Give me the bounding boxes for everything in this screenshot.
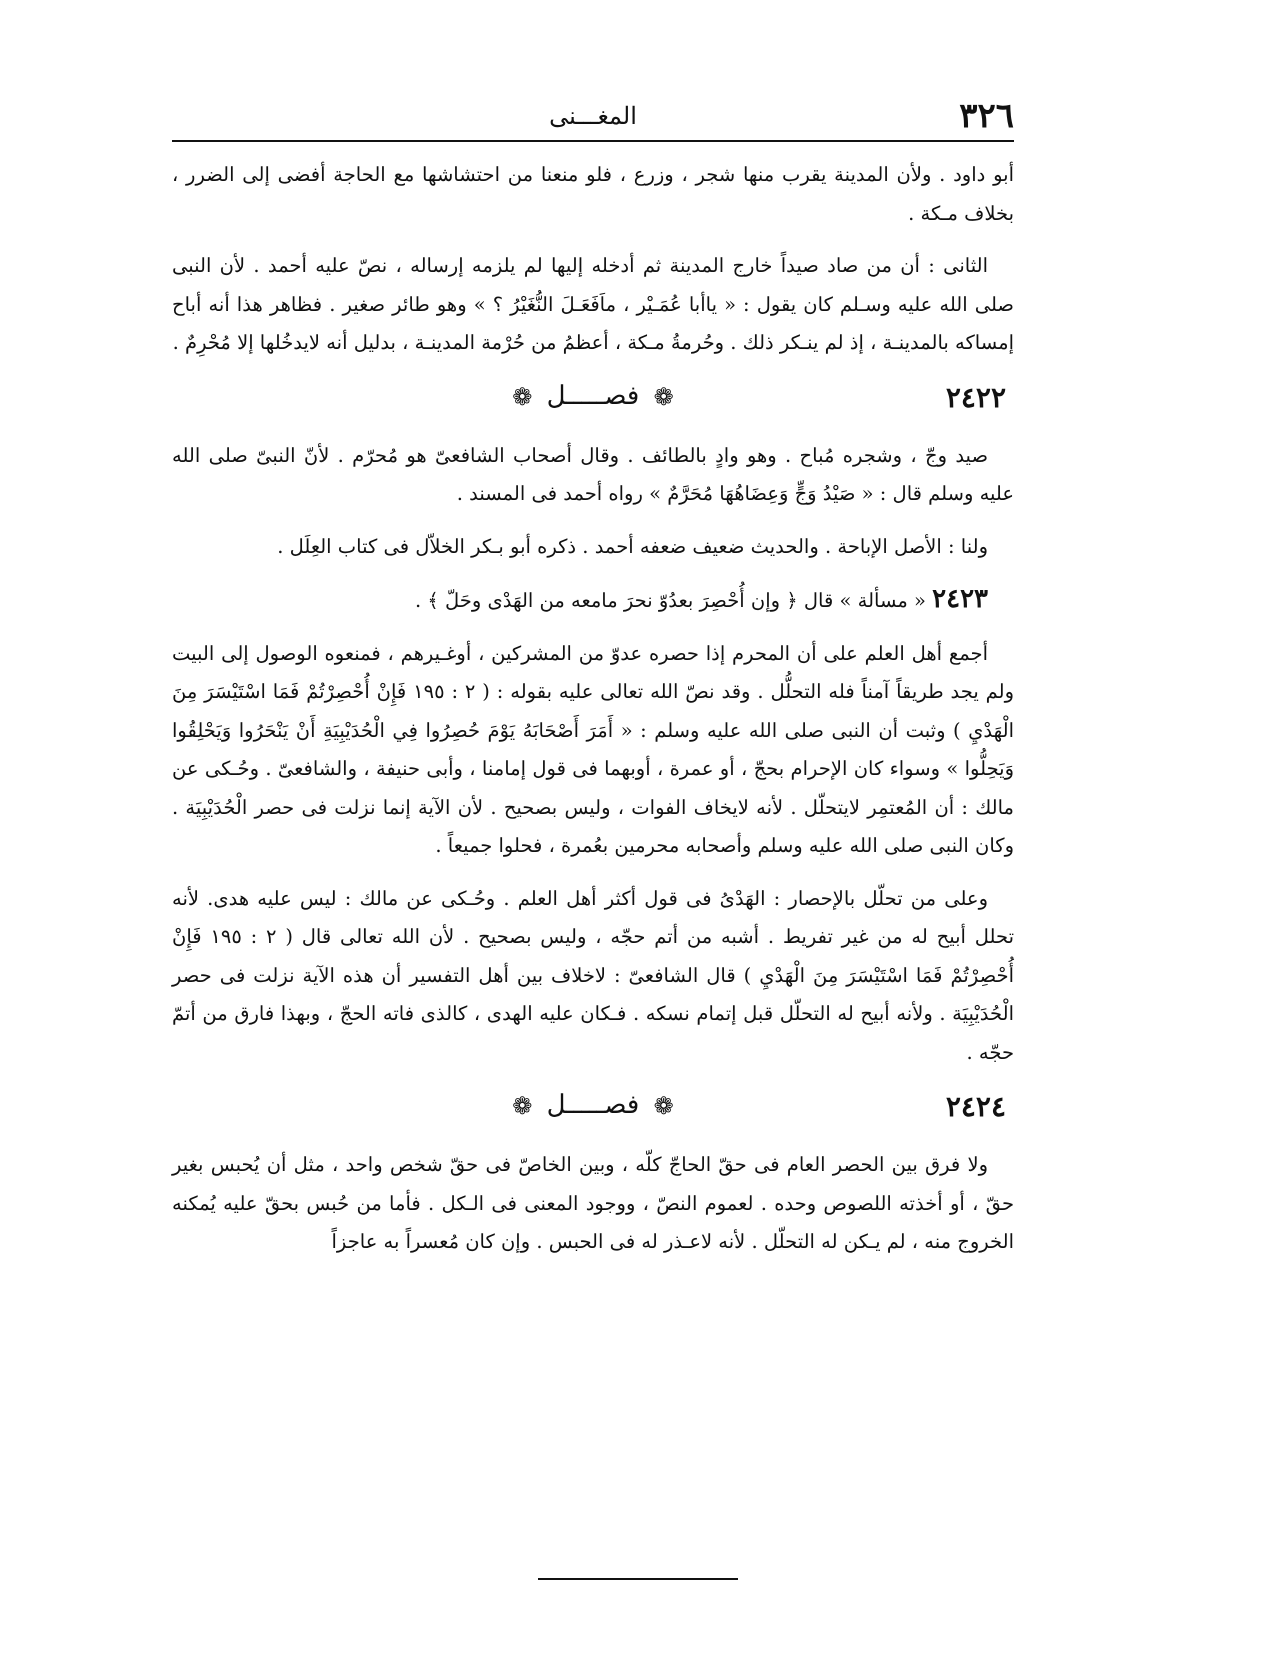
ornament-icon: ❁ [653, 382, 674, 411]
section-title [172, 381, 1014, 411]
section-title [172, 1090, 1014, 1120]
ornament-icon: ❁ [653, 1092, 674, 1120]
section-number: ٢٤٢٢ [945, 380, 1006, 414]
masala-heading [172, 580, 1014, 621]
section-number: ٢٤٢٤ [945, 1090, 1006, 1123]
section-title-text: فصـــــل [546, 380, 640, 411]
paragraph: الثانى : أن من صاد صيداً خارج المدينة ثم أدخله إليها لم يلزمه إرساله ، نصّ عليه أحمد . لأن النبى صلى الله عليه وسـلم كان يقول : « ياأبا عُمَـيْر ، ماَفَعَـلَ النُّغَيْرُ ؟ » وهو طائر صغير . فظاهر هذا أنه أباح إمساكه بالمدينـة ، إذ لم ينـكر ذلك . وحُرمةُ مـكة ، أعظمُ من حُرْمة المدينـة ، بدليل أنه لايدخُلها إلا مُحْرِمٌ . [172, 254, 1014, 354]
masala-text: « مسألة » قال ﴿ وإن أُحْصِرَ بعدُوّ نحرَ مامعه من الهَدْى وحَلّ ﴾ . [415, 589, 926, 612]
body-text [172, 156, 1014, 1262]
paragraph: أجمع أهل العلم على أن المحرم إذا حصره عدوّ من المشركين ، أوغـيرهم ، فمنعوه الوصول إلى البيت ولم يجد طريقاً آمناً فله التحلُّل . وقد نصّ الله تعالى عليه بقوله : ( ٢ : ١٩٥ فَإِنْ أُحْصِرْتُمْ فَمَا اسْتَيْسَرَ مِنَ الْهَدْيِ ) وثبت أن النبى صلى الله عليه وسلم : « أَمَرَ أَصْحَابَهُ يَوْمَ حُصِرُوا فِي الْحُدَيْبِيَةِ أَنْ يَنْحَرُوا وَيَحْلِقُوا وَيَحِلُّوا » وسواء كان الإحرام بحجّ ، أو عمرة ، أوبهما فى قول إمامنا ، وأبى حنيفة ، والشافعىّ . وحُـكى عن مالك : أن المُعتمِر لايتحلّل . لأنه لايخاف الفوات ، وليس بصحيح . لأن الآية إنما نزلت فى حصر الْحُدَيْبِيَة . وكان النبى صلى الله عليه وسلم وأصحابه محرمين بعُمرة ، فحلوا جميعاً . [172, 641, 1015, 857]
paragraph: وعلى من تحلّل بالإحصار : الهَدْىُ فى قول أكثر أهل العلم . وحُـكى عن مالك : ليس عليه هدى. لأنه تحلل أبيح له من غير تفريط . أشبه من أتم حجّه ، وليس بصحيح . لأن الله تعالى قال ( ٢ : ١٩٥ فَإِنْ أُحْصِرْتُمْ فَمَا اسْتَيْسَرَ مِنَ الْهَدْيِ ) قال الشافعىّ : لاخلاف بين أهل التفسير أن هذه الآية نزلت فى حصر الْحُدَيْبِيَة . ولأنه أبيح له التحلّل قبل إتمام نسكه . فـكان عليه الهدى ، كالذى فاته الحجّ ، وبهذا فارق من أتمّ حجّه . [172, 886, 1014, 1064]
document-page [172, 92, 1014, 1276]
masala-number: ٢٤٢٣ [932, 584, 988, 614]
paragraph: ولا فرق بين الحصر العام فى حقّ الحاجّ كلّه ، وبين الخاصّ فى حقّ شخص واحد ، مثل أن يُحبس بغير حقّ ، أو أخذته اللصوص وحده . لعموم النصّ ، ووجود المعنى فى الـكل . فأما من حُبس بحقّ عليه يُمكنه الخروج منه ، لم يـكن له التحلّل . لأنه لاعـذر له فى الحبس . وإن كان مُعسراً به عاجزاً [172, 1153, 1014, 1253]
section-title-text: فصـــــل [546, 1090, 640, 1120]
section-heading-2422 [172, 377, 1014, 427]
paragraph: صيد وجّ ، وشجره مُباح . وهو وادٍ بالطائف . وقال أصحاب الشافعىّ هو مُحرّم . لأنّ النبىّ صلى الله عليه وسلم قال : « صَيْدُ وَجٍّ وَعِضَاهُهَا مُحَرَّمٌ » رواه أحمد فى المسند . [172, 443, 1014, 505]
paragraph: أبو داود . ولأن المدينة يقرب منها شجر ، وزرع ، فلو منعنا من احتشاشها مع الحاجة أفضى إلى الضرر ، بخلاف مـكة . [172, 163, 1014, 225]
paragraph: ولنا : الأصل الإباحة . والحديث ضعيف ضعفه أحمد . ذكره أبو بـكر الخلاّل فى كتاب العِلَل . [277, 534, 988, 558]
page-number: ٣٢٦ [959, 96, 1014, 136]
ornament-icon: ❁ [512, 382, 533, 411]
ornament-icon: ❁ [512, 1092, 533, 1120]
running-title: المغـــنى [549, 102, 637, 130]
footer-rule [538, 1578, 738, 1580]
section-heading-2424 [172, 1086, 1014, 1136]
running-head [172, 92, 1014, 142]
